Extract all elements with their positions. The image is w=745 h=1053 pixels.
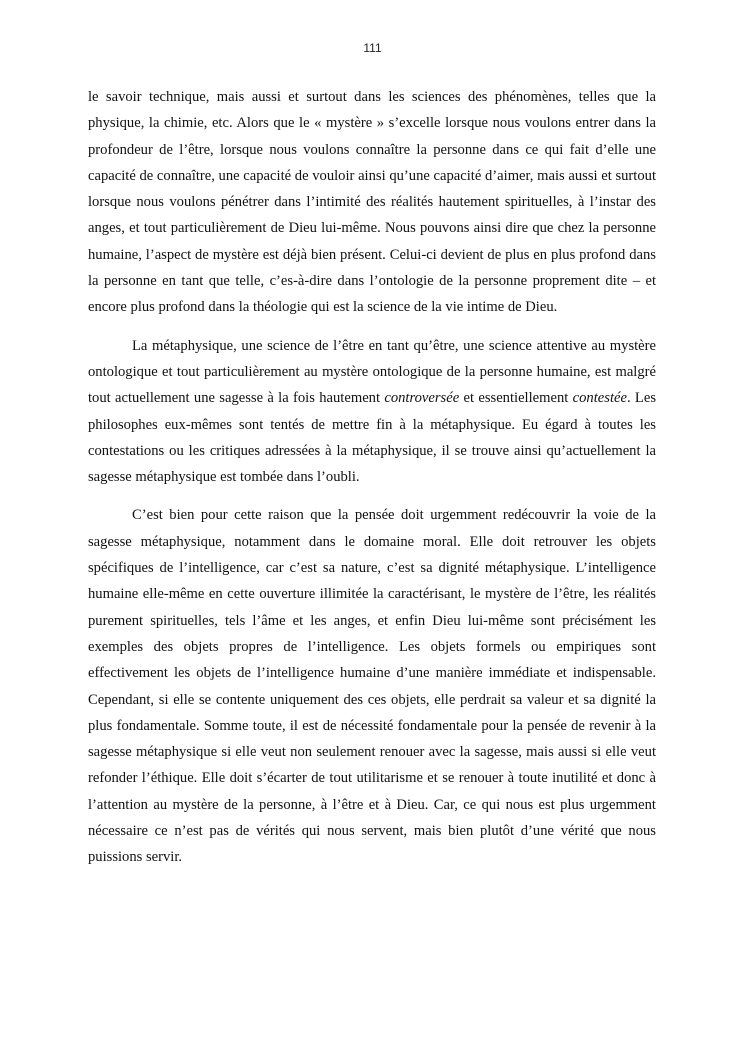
page-number: 111 — [363, 41, 382, 55]
paragraph-text: C’est bien pour cette raison que la pensée doit urgemment redécouvrir la voie de la sagesse métaphysique, notamment dans le domaine moral. Elle doit retrouver les objets spécifiques de l’intelligence, car c’est sa nature, c’est sa dignité métaphysique. L’intelligence humaine elle-même en cette ouverture illimitée la caractérisant, le mystère de l’être, les réalités purement spirituelles, tels l’âme et les anges, et enfin Dieu lui-même sont précisément les exemples des objets propres de l’intelligence. Les objets formels ou empiriques sont effectivement les objets de l’intelligence humaine d’une manière immédiate et indispensable. Cependant, si elle se contente uniquement des ces objets, elle perdrait sa valeur et sa dignité la plus fondamentale. Somme toute, il est de nécessité fondamentale pour la pensée de revenir à la sagesse métaphysique si elle veut non seulement renouer avec la sagesse, mais aussi si elle veut refonder l’éthique. Elle doit s’écarter de tout utilitarisme et se renouer à toute inutilité et donc à l’attention au mystère de la personne, à l’être et à Dieu. Car, ce qui nous est plus urgemment nécessaire ce n’est pas de vérités qui nous servent, mais bien plutôt d’une vérité que nous puissions servir. — [88, 507, 656, 866]
body-text — [88, 84, 656, 883]
italic-term-controversee: controversée — [384, 390, 460, 407]
paragraph — [88, 502, 656, 870]
paragraph-text: et essentiellement — [459, 390, 573, 407]
paragraph-text: le savoir technique, mais aussi et surtout dans les sciences des phénomènes, telles que la physique, la chimie, etc. Alors que le « mystère » s’excelle lorsque nous voulons entrer dans la profondeur de l’être, lorsque nous voulons connaître la personne dans ce qui fait d’elle une capacité de connaître, une capacité de vouloir ainsi qu’une capacité d’aimer, mais aussi et surtout lorsque nous voulons pénétrer dans l’intimité des réalités hautement spirituelles, à l’instar des anges, et tout particulièrement de Dieu lui-même. Nous pouvons ainsi dire que chez la personne humaine, l’aspect de mystère est déjà bien présent. Celui-ci devient de plus en plus profond dans la personne en tant que telle, c’es-à-dire dans l’ontologie de la personne proprement dite – et encore plus profond dans la théologie qui est la science de la vie intime de Dieu. — [88, 89, 656, 316]
paragraph — [88, 333, 656, 491]
paragraph-text: La métaphysique, une science de l’être en tant qu’être, une science attentive au mystère ontologique et tout particulièrement au mystère ontologique de la personne humaine, est malgré tout actuellement une sagesse à la fois hautement — [88, 337, 656, 407]
italic-term-contestee: contestée — [572, 390, 627, 407]
paragraph — [88, 84, 656, 321]
paragraph-text: . Les philosophes eux-mêmes sont tentés de mettre fin à la métaphysique. Eu égard à toutes les contestations ou les critiques adressées à la métaphysique, il se trouve ainsi qu’actuellement la sagesse métaphysique est tombée dans l’oubli. — [88, 390, 656, 486]
